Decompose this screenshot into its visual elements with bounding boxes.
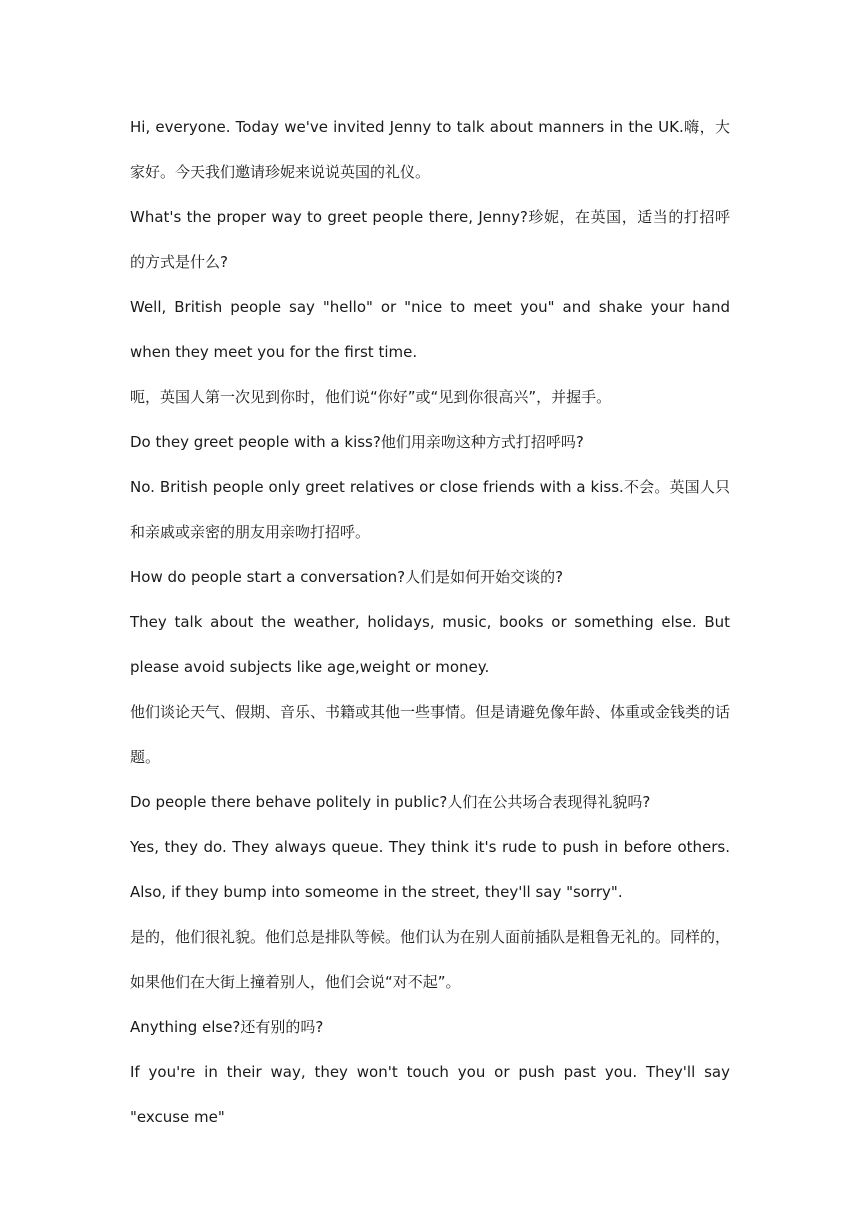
paragraph-else-question: Anything else?还有别的吗? [130,1018,324,1036]
paragraph-intro: Hi, everyone. Today we've invited Jenny to talk about manners in the UK.嗨，大家好。今天我们邀请珍妮来说说英国的礼仪。 [130,118,730,181]
paragraph-kiss-question: Do they greet people with a kiss?他们用亲吻这种方式打招呼吗? [130,433,584,451]
paragraph-greeting-answer: Well, British people say "hello" or "nice to meet you" and shake your hand when they meet you for the first time. [130,298,730,361]
paragraph-kiss-answer: No. British people only greet relatives or close friends with a kiss.不会。英国人只和亲戚或亲密的朋友用亲吻打招呼。 [130,478,730,541]
paragraph-conversation-answer-translation: 他们谈论天气、假期、音乐、书籍或其他一些事情。但是请避免像年龄、体重或金钱类的话题。 [130,703,731,766]
paragraph-else-answer: If you're in their way, they won't touch you or push past you. They'll say "excuse me" [130,1063,730,1126]
paragraph-greeting-question: What's the proper way to greet people there, Jenny?珍妮，在英国，适当的打招呼的方式是什么? [130,208,730,271]
paragraph-greeting-answer-translation: 呃，英国人第一次见到你时，他们说“你好”或“见到你很高兴”，并握手。 [130,388,612,406]
paragraph-conversation-answer: They talk about the weather, holidays, music, books or something else. But please avoid subjects like age,weight or money. [130,613,730,676]
paragraph-public-answer: Yes, they do. They always queue. They think it's rude to push in before others. Also, if they bump into someome in the street, they'll say "sorry". [130,838,730,901]
document-body [130,105,730,1140]
paragraph-conversation-question: How do people start a conversation?人们是如何开始交谈的? [130,568,564,586]
paragraph-public-question: Do people there behave politely in public?人们在公共场合表现得礼貌吗? [130,793,651,811]
paragraph-public-answer-translation: 是的，他们很礼貌。他们总是排队等候。他们认为在别人面前插队是粗鲁无礼的。同样的，如果他们在大街上撞着别人，他们会说“对不起”。 [130,928,731,991]
